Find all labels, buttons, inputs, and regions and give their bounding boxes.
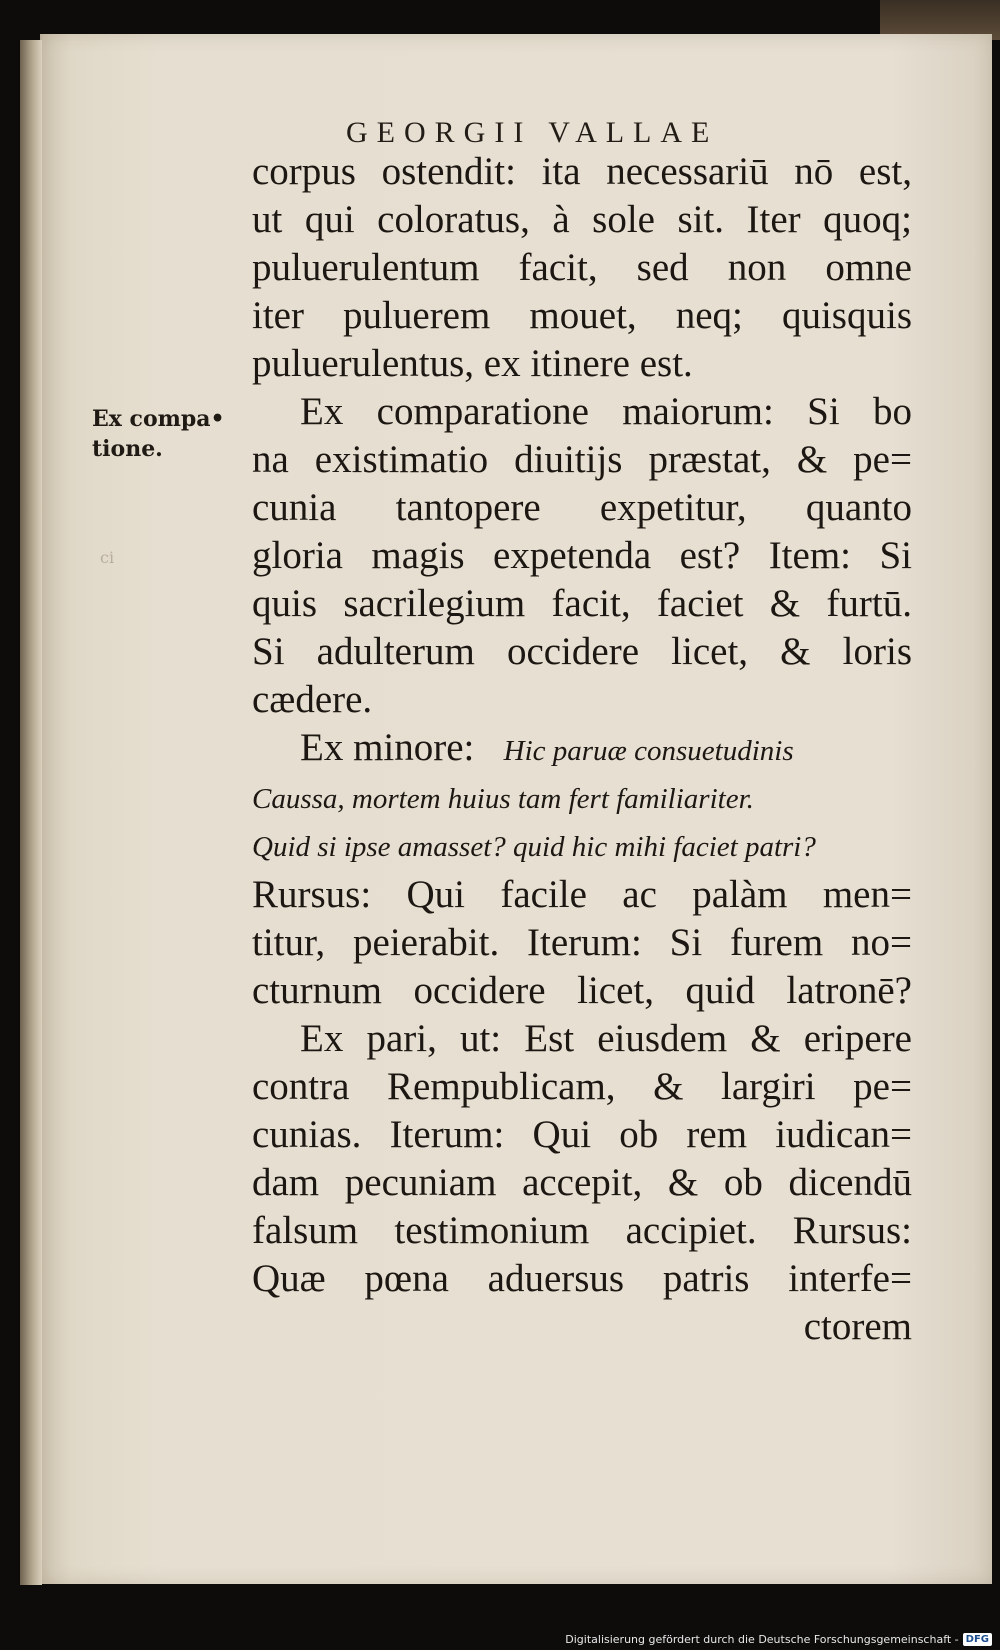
text-line: cunia tantopere expetitur, quanto [252, 486, 912, 529]
text-line-lead: Ex minore: [300, 726, 475, 769]
margin-note-line: Ex compa• [92, 406, 225, 432]
text-line: puluerulentus, ex itinere est. [252, 342, 693, 385]
verse-line: Quid si ipse amasset? quid hic mihi faciet patri? [252, 831, 816, 863]
text-line: Ex pari, ut: Est eiusdem & eripere [300, 1017, 912, 1060]
text-line: Quæ pœna aduersus patris interfe= [252, 1257, 912, 1300]
text-line: gloria magis expetenda est? Item: Si [252, 534, 912, 577]
text-line: cædere. [252, 678, 373, 721]
verse-text: Hic paruæ consuetudinis [503, 735, 794, 767]
text-line: Ex comparatione maiorum: Si bo [300, 390, 912, 433]
text-line: Rursus: Qui facile ac palàm men= [252, 873, 912, 916]
text-line: Si adulterum occidere licet, & loris [252, 630, 912, 673]
dfg-logo: DFG [963, 1633, 992, 1646]
margin-note-line: tione. [92, 436, 163, 462]
text-line [252, 724, 912, 775]
text-line: corpus ostendit: ita necessariū nō est, [252, 150, 912, 193]
margin-faint-mark: ci [100, 548, 115, 567]
text-line: na existimatio diuitijs præstat, & pe= [252, 438, 912, 481]
digitization-credit [565, 1633, 992, 1646]
text-line: dam pecuniam accepit, & ob dicendū [252, 1161, 912, 1204]
text-line: cturnum occidere licet, quid latronē? [252, 969, 912, 1012]
running-head: GEORGII VALLAE [346, 116, 719, 149]
page-gutter [20, 40, 42, 1585]
verse-line: Caussa, mortem huius tam fert familiariter. [252, 783, 754, 815]
body-text [252, 148, 912, 1351]
text-line: quis sacrilegium facit, faciet & furtū. [252, 582, 912, 625]
text-line: puluerulentum facit, sed non omne [252, 246, 912, 289]
text-line: titur, peierabit. Iterum: Si furem no= [252, 921, 912, 964]
catchword: ctorem [803, 1305, 912, 1348]
credit-text: Digitalisierung gefördert durch die Deutsche Forschungsgemeinschaft - [565, 1633, 959, 1646]
margin-note [92, 404, 225, 464]
text-line: falsum testimonium accipiet. Rursus: [252, 1209, 912, 1252]
text-line: iter puluerem mouet, neq; quisquis [252, 294, 912, 337]
text-line: contra Rempublicam, & largiri pe= [252, 1065, 912, 1108]
text-line: cunias. Iterum: Qui ob rem iudican= [252, 1113, 912, 1156]
text-line: ut qui coloratus, à sole sit. Iter quoq; [252, 198, 912, 241]
